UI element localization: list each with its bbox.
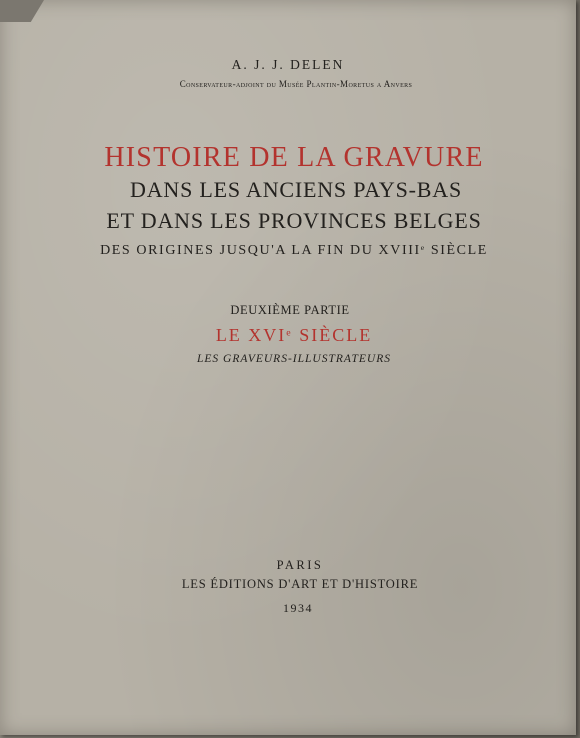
publication-year: 1934 (283, 601, 313, 615)
subtitle-line-3-sup: e (420, 243, 426, 252)
publisher-name: LES ÉDITIONS D'ART ET D'HISTOIRE (181, 577, 419, 591)
century-prefix: LE XVI (215, 325, 287, 345)
century-sup: e (286, 327, 293, 339)
part-label: DEUXIÈME PARTIE (230, 303, 350, 317)
subtitle-line-3-suffix: SIÈCLE (425, 243, 488, 259)
worn-corner (0, 0, 44, 22)
section-title: LES GRAVEURS-ILLUSTRATEURS (197, 353, 391, 365)
subtitle-line-2: ET DANS LES PROVINCES BELGES (106, 208, 482, 233)
subtitle-line-3 (6, 243, 580, 259)
century-title (6, 325, 580, 346)
century-suffix: SIÈCLE (292, 325, 373, 345)
subtitle-line-1: DANS LES ANCIENS PAYS-BAS (130, 177, 462, 202)
subtitle-line-3-prefix: DES ORIGINES JUSQU'A LA FIN DU XVIII (100, 243, 421, 259)
book-title: HISTOIRE DE LA GRAVURE (104, 142, 484, 173)
author-name: A. J. J. DELEN (231, 57, 345, 72)
author-position: Conservateur-adjoint du Musée Plantin-Moretus a Anvers (179, 79, 413, 89)
publication-city: PARIS (276, 558, 324, 572)
